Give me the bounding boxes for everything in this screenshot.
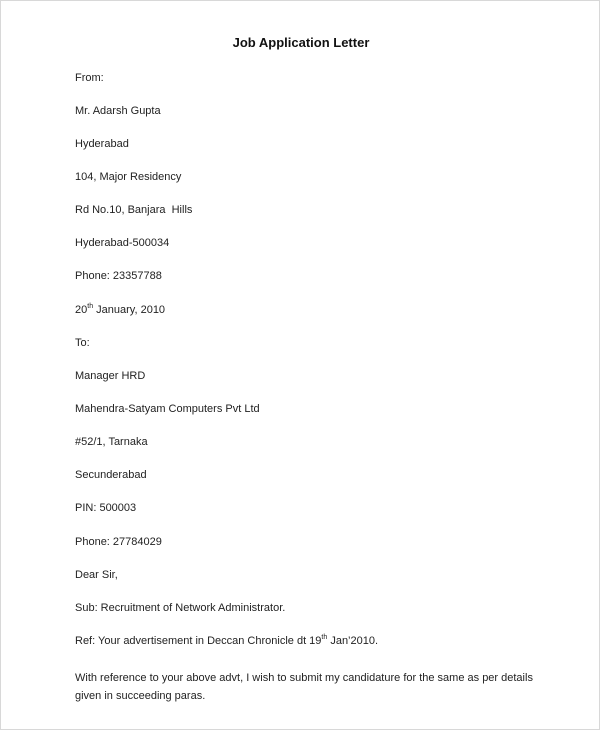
sender-phone: Phone: 23357788: [75, 270, 162, 282]
recipient-city: Secunderabad: [75, 469, 147, 481]
from-label: From:: [75, 72, 104, 84]
reference-line: [75, 634, 378, 648]
recipient-company: Mahendra-Satyam Computers Pvt Ltd: [75, 403, 260, 415]
to-label: To:: [75, 337, 90, 349]
body-paragraph: With reference to your above advt, I wish to submit my candidature for the same as per details given in succeeding paras.: [75, 672, 533, 702]
sender-city: Hyderabad: [75, 138, 129, 150]
reference-rest: Jan’2010.: [327, 635, 379, 647]
sender-address-line-2: Rd No.10, Banjara Hills: [75, 204, 193, 216]
subject-line: Sub: Recruitment of Network Administrator.: [75, 602, 286, 614]
page-title: Job Application Letter: [232, 35, 370, 50]
recipient-phone: Phone: 27784029: [75, 536, 162, 548]
reference-text: Ref: Your advertisement in Deccan Chronicle dt 19: [75, 635, 322, 647]
recipient-address: #52/1, Tarnaka: [75, 436, 148, 448]
sender-address-line-1: 104, Major Residency: [75, 171, 182, 183]
recipient-pin: PIN: 500003: [75, 502, 137, 514]
recipient-designation: Manager HRD: [75, 370, 146, 382]
date-day: 20: [75, 304, 88, 316]
date-rest: January, 2010: [93, 304, 166, 316]
sender-city-pin: Hyderabad-500034: [75, 237, 170, 249]
reference-suffix: th: [321, 634, 328, 641]
date-suffix: th: [87, 303, 94, 310]
letter-date: [75, 303, 165, 317]
salutation: Dear Sir,: [75, 569, 118, 581]
sender-name: Mr. Adarsh Gupta: [75, 105, 161, 117]
